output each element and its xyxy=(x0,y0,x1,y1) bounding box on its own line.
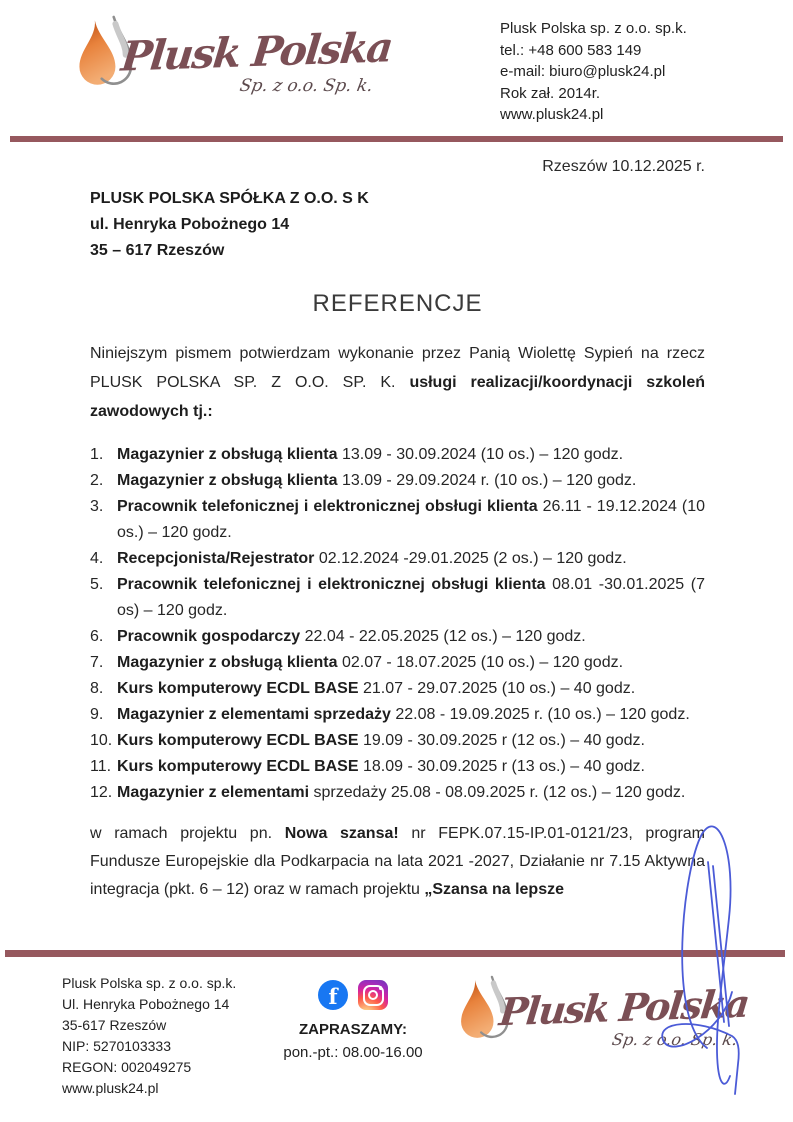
footer-info-block xyxy=(62,973,236,1099)
list-item xyxy=(90,728,705,754)
course-details: 02.12.2024 -29.01.2025 (2 os.) – 120 godz. xyxy=(314,550,627,567)
addressee-street: ul. Henryka Pobożnego 14 xyxy=(90,216,290,233)
course-details: 21.07 - 29.07.2025 (10 os.) – 40 godz. xyxy=(358,680,636,697)
list-item-number: 10. xyxy=(90,732,113,749)
list-item-number: 5. xyxy=(90,576,104,593)
course-details: 18.09 - 30.09.2025 r (13 os.) – 40 godz. xyxy=(358,758,645,775)
letter-date: Rzeszów 10.12.2025 r. xyxy=(542,158,705,175)
list-item-number: 6. xyxy=(90,628,104,645)
list-item-number: 2. xyxy=(90,472,104,489)
list-item xyxy=(90,468,705,494)
logo-subtext: Sp. z o.o. Sp. k. xyxy=(238,76,375,96)
footer-company-logo xyxy=(458,972,751,1052)
intro-regular: Niniejszym pismem potwierdzam wykonanie przez Panią Wiolettę Sypień na rzecz PLUSK POLSKA SP. Z O.O. SP. K. xyxy=(90,345,705,391)
intro-bold: usługi realizacji/koordynacji szkoleń zawodowych tj.: xyxy=(90,374,705,420)
course-name: Kurs komputerowy ECDL BASE xyxy=(117,680,359,697)
logo-text: Plusk Polska xyxy=(118,23,394,81)
course-details: 19.09 - 30.09.2025 r (12 os.) – 40 godz. xyxy=(358,732,645,749)
list-item-number: 7. xyxy=(90,654,104,671)
footer-regon: REGON: 002049275 xyxy=(62,1059,192,1075)
course-details: sprzedaży 25.08 - 08.09.2025 r. (12 os.) – 120 godz. xyxy=(309,784,686,801)
company-logo xyxy=(76,12,394,100)
list-item-number: 8. xyxy=(90,680,104,697)
list-item xyxy=(90,572,705,624)
footer-social-block xyxy=(283,980,423,1061)
intro-paragraph xyxy=(90,339,705,426)
addressee-block xyxy=(90,186,705,264)
document-title: REFERENCJE xyxy=(312,290,483,317)
footer-city: 35-617 Rzeszów xyxy=(62,1017,167,1033)
list-item-number: 12. xyxy=(90,784,113,801)
addressee-company: PLUSK POLSKA SPÓŁKA Z O.O. S K xyxy=(90,190,369,207)
list-item-number: 3. xyxy=(90,498,104,515)
list-item xyxy=(90,546,705,572)
footer-nip: NIP: 5270103333 xyxy=(62,1038,171,1054)
course-name: Kurs komputerowy ECDL BASE xyxy=(117,732,359,749)
list-item-number: 11. xyxy=(90,758,112,775)
instagram-icon[interactable] xyxy=(358,980,388,1010)
contact-website: www.plusk24.pl xyxy=(500,106,604,123)
course-details: 02.07 - 18.07.2025 (10 os.) – 120 godz. xyxy=(337,654,624,671)
contact-phone: tel.: +48 600 583 149 xyxy=(500,41,642,59)
closing-paragraph xyxy=(90,820,705,904)
project-name-2: „Szansa na lepsze xyxy=(424,881,564,898)
header-contact-block xyxy=(500,18,687,126)
course-name: Magazynier z elementami sprzedaży xyxy=(117,706,391,723)
course-name: Magazynier z obsługą klienta xyxy=(117,472,338,489)
course-name: Pracownik telefonicznej i elektronicznej obsługi klienta xyxy=(117,498,538,515)
course-details: 22.04 - 22.05.2025 (12 os.) – 120 godz. xyxy=(300,628,586,645)
course-name: Pracownik telefonicznej i elektronicznej obsługi klienta xyxy=(117,576,546,593)
list-item xyxy=(90,442,705,468)
list-item xyxy=(90,780,705,806)
list-item-number: 9. xyxy=(90,706,104,723)
course-name: Recepcjonista/Rejestrator xyxy=(117,550,315,567)
logo-text: Plusk Polska xyxy=(497,980,751,1035)
list-item xyxy=(90,650,705,676)
camera-flash-dot xyxy=(379,986,383,990)
course-details: 26.11 - 19.12.2024 (10 os.) – 120 godz. xyxy=(117,498,705,541)
training-list xyxy=(90,442,705,806)
contact-founded: Rok zał. 2014r. xyxy=(500,84,601,102)
facebook-icon[interactable] xyxy=(318,980,348,1010)
course-details: 13.09 - 29.09.2024 r. (10 os.) – 120 godz. xyxy=(337,472,637,489)
opening-hours: pon.-pt.: 08.00-16.00 xyxy=(283,1044,423,1061)
closing-regular-2: nr FEPK.07.15-IP.01-0121/23, program Fundusze Europejskie dla Podkarpacia na lata 2021 -2027, Działanie nr 7.15 Aktywna integracja (pkt. 6 – 12) oraz w ramach projektu xyxy=(90,825,705,898)
addressee-city: 35 – 617 Rzeszów xyxy=(90,242,225,259)
footer-street: Ul. Henryka Pobożnego 14 xyxy=(62,996,230,1012)
footer-website: www.plusk24.pl xyxy=(62,1080,159,1096)
course-name: Kurs komputerowy ECDL BASE xyxy=(117,758,359,775)
list-item xyxy=(90,676,705,702)
course-details: 08.01 -30.01.2025 (7 os) – 120 godz. xyxy=(117,576,705,619)
logo-subtext: Sp. z o.o. Sp. k. xyxy=(610,1030,739,1049)
contact-email: e-mail: biuro@plusk24.pl xyxy=(500,63,666,80)
invite-label: ZAPRASZAMY: xyxy=(298,1021,408,1038)
course-name: Magazynier z obsługą klienta xyxy=(117,446,338,463)
course-details: 13.09 - 30.09.2024 (10 os.) – 120 godz. xyxy=(337,446,624,463)
project-name-1: Nowa szansa! xyxy=(284,825,399,842)
list-item xyxy=(90,494,705,546)
course-name: Pracownik gospodarczy xyxy=(117,628,301,645)
list-item-number: 4. xyxy=(90,550,104,567)
list-item xyxy=(90,754,705,780)
course-name: Magazynier z obsługą klienta xyxy=(117,654,338,671)
list-item xyxy=(90,624,705,650)
list-item xyxy=(90,702,705,728)
course-details: 22.08 - 19.09.2025 r. (10 os.) – 120 godz. xyxy=(390,706,690,723)
letter-body xyxy=(90,142,705,920)
contact-company: Plusk Polska sp. z o.o. sp.k. xyxy=(500,20,687,37)
list-item-number: 1. xyxy=(90,446,104,463)
footer-divider xyxy=(5,950,785,957)
course-name: Magazynier z elementami xyxy=(117,784,310,801)
footer-company: Plusk Polska sp. z o.o. sp.k. xyxy=(62,975,237,991)
closing-regular-1: w ramach projektu pn. xyxy=(90,825,285,842)
